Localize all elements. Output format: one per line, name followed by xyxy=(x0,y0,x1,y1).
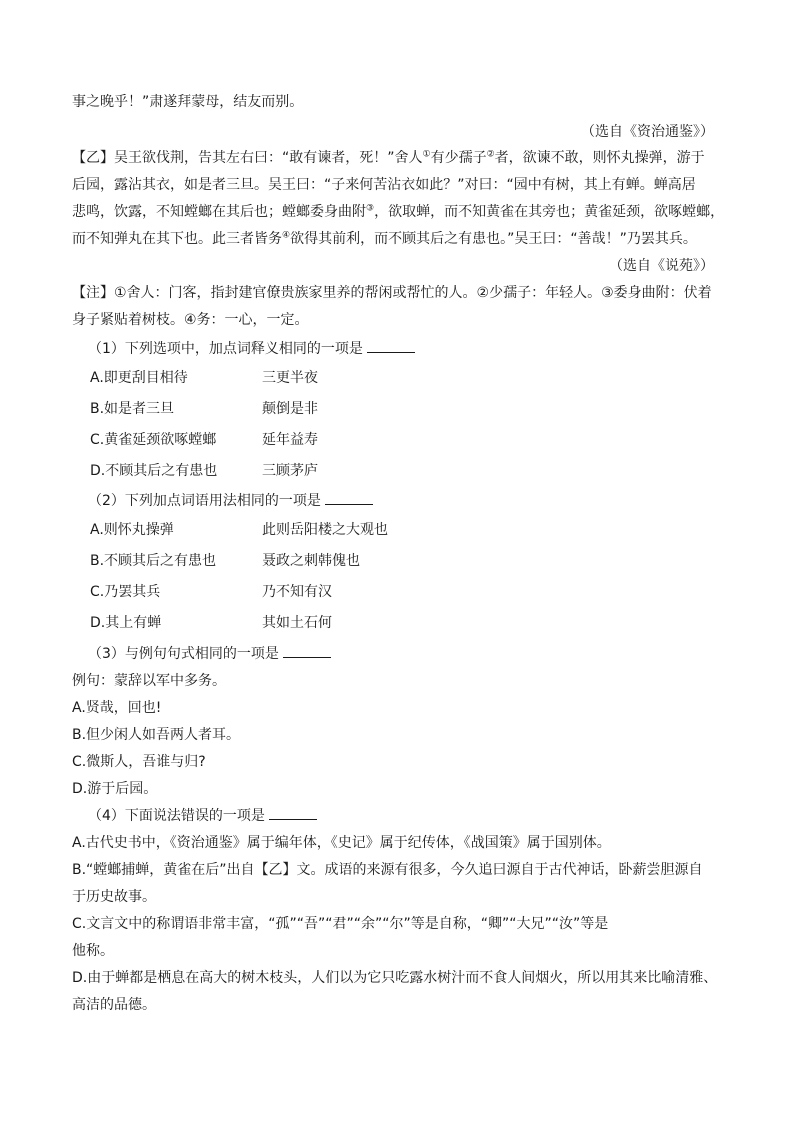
option-label: D.其上有蝉 xyxy=(90,615,162,631)
option-label: A.则怀丸操弹 xyxy=(90,522,174,538)
option-pair: 其如土石何 xyxy=(262,615,332,631)
passage-text: 有少孺子 xyxy=(430,150,487,166)
footnote-mark: ④ xyxy=(282,230,291,241)
footnote-mark: ③ xyxy=(366,203,375,214)
option-item: D.由于蝉都是栖息在高大的树木枝头，人们以为它只吃露水树汁而不食人间烟火，所以用其来比喻清雅、 xyxy=(72,970,718,986)
passage-line xyxy=(72,148,705,168)
passage-line: 后园，露沾其衣，如是者三旦。吴王曰：“子来何苦沾衣如此？”对曰：“园中有树，其上有蝉。蝉高居 xyxy=(72,177,696,193)
option-pair: 聂政之刺韩傀也 xyxy=(262,553,360,569)
passage-text: 而不知弹丸在其下也。此三者皆务 xyxy=(72,231,282,247)
example-sentence: 例句：蒙辞以军中多务。 xyxy=(72,673,226,689)
question-stem: （2）下列加点词语用法相同的一项是 xyxy=(88,491,373,511)
answer-blank[interactable] xyxy=(325,492,373,505)
option-pair: 三顾茅庐 xyxy=(262,463,318,479)
option-label: B.不顾其后之有患也 xyxy=(90,553,217,569)
note-line: 身子紧贴着树枝。④务：一心，一定。 xyxy=(72,312,309,328)
option-label: C.乃罢其兵 xyxy=(90,584,161,600)
option-item: B.但少闲人如吾两人者耳。 xyxy=(72,727,241,743)
option-item: 于历史故事。 xyxy=(72,889,156,905)
passage-text: 欲得其前利，而不顾其后之有患也。”吴王曰：“善哉！”乃罢其兵。 xyxy=(290,231,697,247)
footnote-mark: ② xyxy=(486,149,495,160)
option-label: A.即更刮目相待 xyxy=(90,370,188,386)
question-stem: （1）下列选项中，加点词释义相同的一项是 xyxy=(88,339,415,359)
answer-blank[interactable] xyxy=(283,645,331,658)
option-item: 高洁的品德。 xyxy=(72,997,156,1013)
passage-line xyxy=(72,229,697,249)
source-citation-jia: （选自《资治通鉴》） xyxy=(581,124,714,140)
option-item: C.微斯人，吾谁与归? xyxy=(72,754,206,770)
passage-text: 【乙】吴王欲伐荆，告其左右曰：“敢有谏者，死！”舍人 xyxy=(72,150,423,166)
option-pair: 乃不知有汉 xyxy=(262,584,332,600)
source-citation-yi: （选自《说苑》） xyxy=(609,258,714,274)
option-item: 他称。 xyxy=(72,943,114,959)
option-item: C.文言文中的称谓语非常丰富，“孤”“吾”“君”“余”“尔”等是自称，“卿”“大兄”“汝”等是 xyxy=(72,916,609,932)
option-item: A.贤哉，回也! xyxy=(72,700,162,716)
note-line: 【注】①舍人：门客，指封建官僚贵族家里养的帮闲或帮忙的人。②少孺子：年轻人。③委身曲附：伏着 xyxy=(72,285,712,301)
passage-text: 者，欲谏不敢，则怀丸操弹，游于 xyxy=(494,150,705,166)
option-pair: 颠倒是非 xyxy=(262,401,318,417)
option-label: D.不顾其后之有患也 xyxy=(90,463,218,479)
option-item: D.游于后园。 xyxy=(72,781,158,797)
option-item: A.古代史书中，《资治通鉴》属于编年体，《史记》属于纪传体，《战国策》属于国别体。 xyxy=(72,835,611,851)
option-pair: 三更半夜 xyxy=(262,370,318,386)
passage-line: 事之晚乎！”肃遂拜蒙母，结友而别。 xyxy=(72,94,304,110)
option-pair: 延年益寿 xyxy=(262,432,318,448)
option-label: C.黄雀延颈欲啄螳螂 xyxy=(90,432,217,448)
question-stem: （3）与例句句式相同的一项是 xyxy=(88,644,331,664)
option-label: B.如是者三旦 xyxy=(90,401,175,417)
answer-blank[interactable] xyxy=(269,807,317,820)
passage-text: ，欲取蝉，而不知黄雀在其旁也；黄雀延颈，欲啄螳螂， xyxy=(374,204,725,220)
option-pair: 此则岳阳楼之大观也 xyxy=(262,522,388,538)
footnote-mark: ① xyxy=(422,149,431,160)
passage-line xyxy=(72,202,724,222)
passage-text: 悲鸣，饮露，不知螳螂在其后也；螳螂委身曲附 xyxy=(72,204,366,220)
question-stem: （4）下面说法错误的一项是 xyxy=(88,806,317,826)
option-item: B.“螳螂捕蝉，黄雀在后”出自【乙】文。成语的来源有很多，今久追曰源自于古代神话，卧薪尝胆源自 xyxy=(72,862,703,878)
answer-blank[interactable] xyxy=(367,340,415,353)
